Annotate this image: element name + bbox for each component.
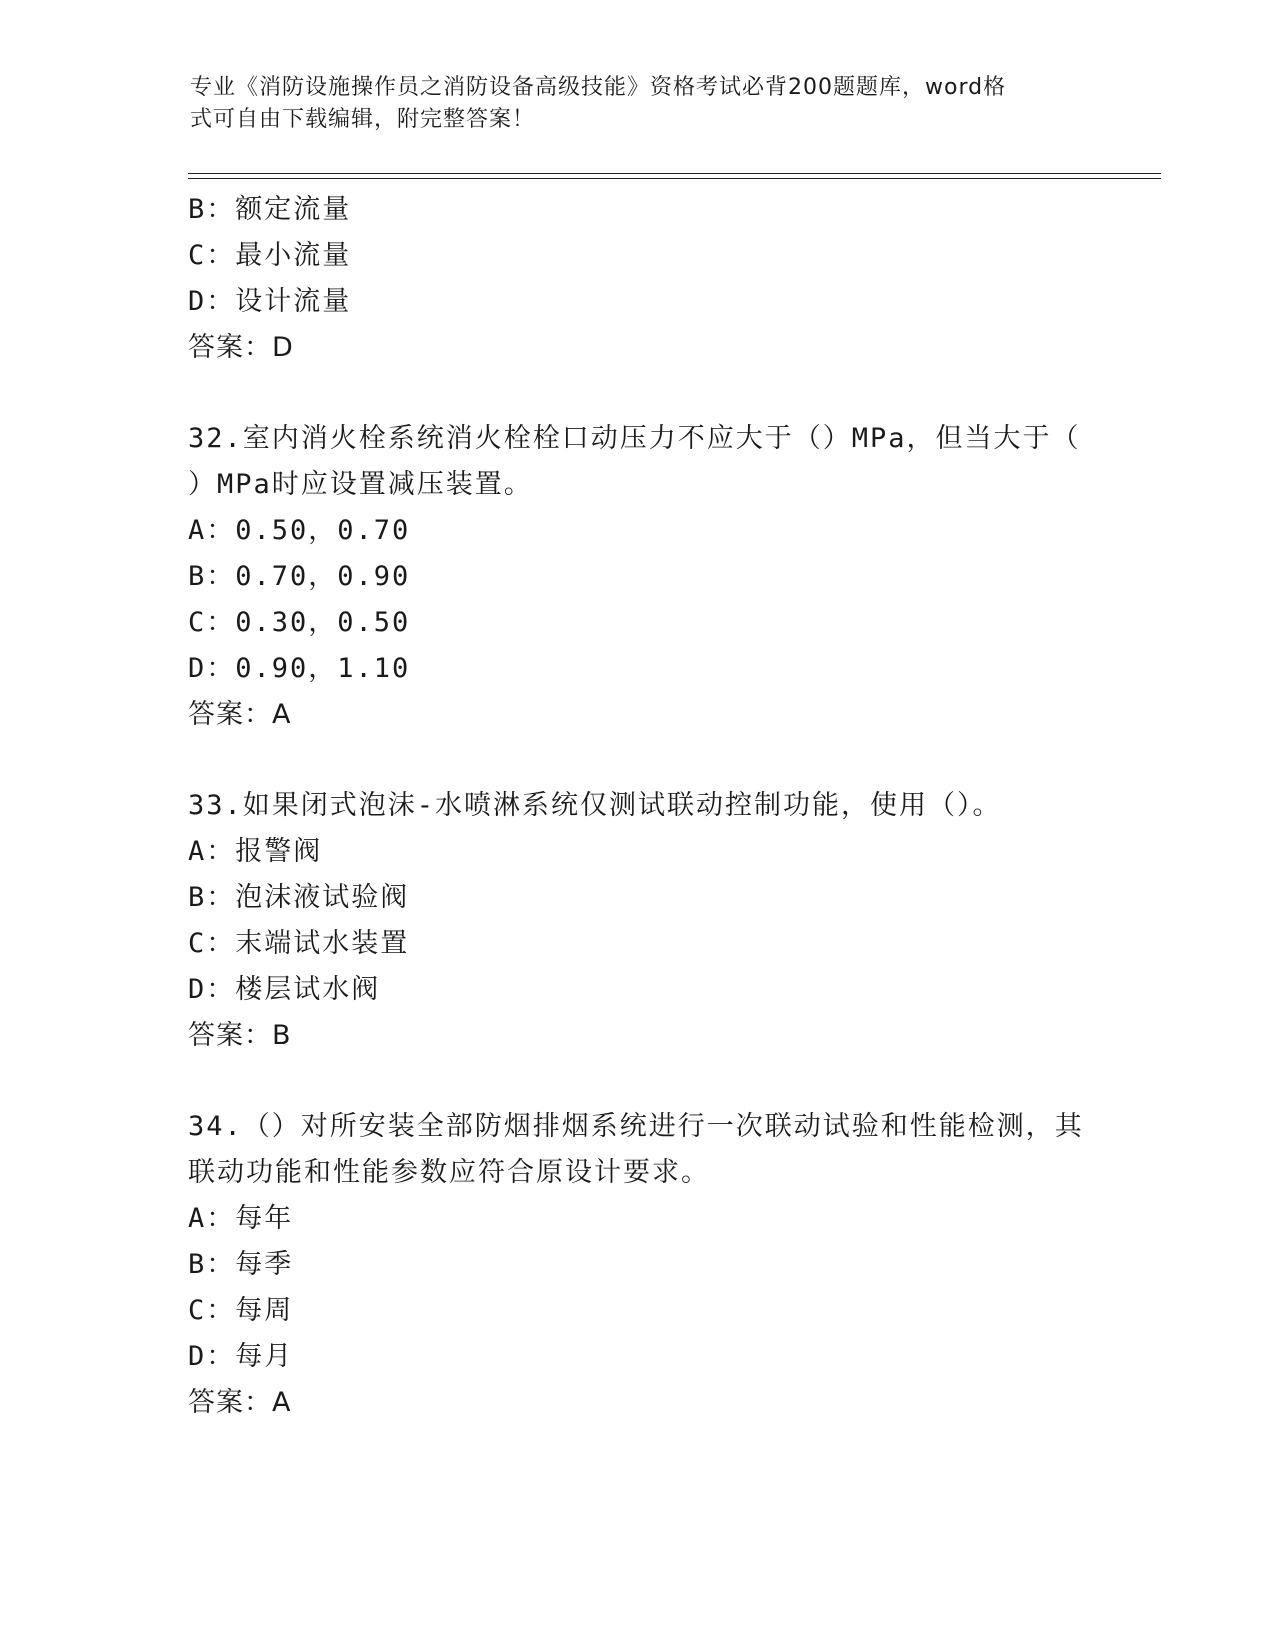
header-line-1: 专业《消防设施操作员之消防设备高级技能》资格考试必背200题题库，word格 xyxy=(190,75,1007,100)
option-d: D：0.90，1.10 xyxy=(188,653,411,684)
option-c: C：0.30，0.50 xyxy=(188,607,411,638)
option-b: B：额定流量 xyxy=(188,194,352,225)
option-b: B：0.70，0.90 xyxy=(188,561,411,592)
question-block-31 xyxy=(188,187,1088,371)
question-list xyxy=(188,187,1088,1426)
question-text-line-2: ）MPa时应设置减压装置。 xyxy=(188,469,533,500)
option-d: D：楼层试水阀 xyxy=(188,974,381,1005)
option-a: A：每年 xyxy=(188,1203,294,1234)
document-header xyxy=(190,72,1070,136)
answer-line: 答案：A xyxy=(188,699,292,730)
question-block-32 xyxy=(188,416,1088,738)
answer-line: 答案：D xyxy=(188,332,294,363)
question-block-34 xyxy=(188,1104,1088,1426)
header-rule-top xyxy=(188,173,1161,174)
question-text-line-1: 33.如果闭式泡沫-水喷淋系统仅测试联动控制功能，使用（）。 xyxy=(188,790,1002,821)
header-rule-bottom xyxy=(188,178,1161,179)
answer-line: 答案：A xyxy=(188,1387,292,1418)
question-text-line-1: 34.（）对所安装全部防烟排烟系统进行一次联动试验和性能检测，其 xyxy=(188,1111,1084,1142)
option-b: B：每季 xyxy=(188,1249,294,1280)
option-a: A：0.50，0.70 xyxy=(188,515,411,546)
header-line-2: 式可自由下载编辑，附完整答案！ xyxy=(190,107,536,132)
answer-line: 答案：B xyxy=(188,1020,292,1051)
option-c: C：末端试水装置 xyxy=(188,928,410,959)
option-b: B：泡沫液试验阀 xyxy=(188,882,410,913)
option-d: D：每月 xyxy=(188,1341,294,1372)
option-a: A：报警阀 xyxy=(188,836,323,867)
option-d: D：设计流量 xyxy=(188,286,352,317)
option-c: C：最小流量 xyxy=(188,240,352,271)
option-c: C：每周 xyxy=(188,1295,294,1326)
question-text-line-2: 联动功能和性能参数应符合原设计要求。 xyxy=(188,1157,710,1188)
question-block-33 xyxy=(188,783,1088,1059)
question-text-line-1: 32.室内消火栓系统消火栓栓口动压力不应大于（）MPa，但当大于（ xyxy=(188,423,1081,454)
